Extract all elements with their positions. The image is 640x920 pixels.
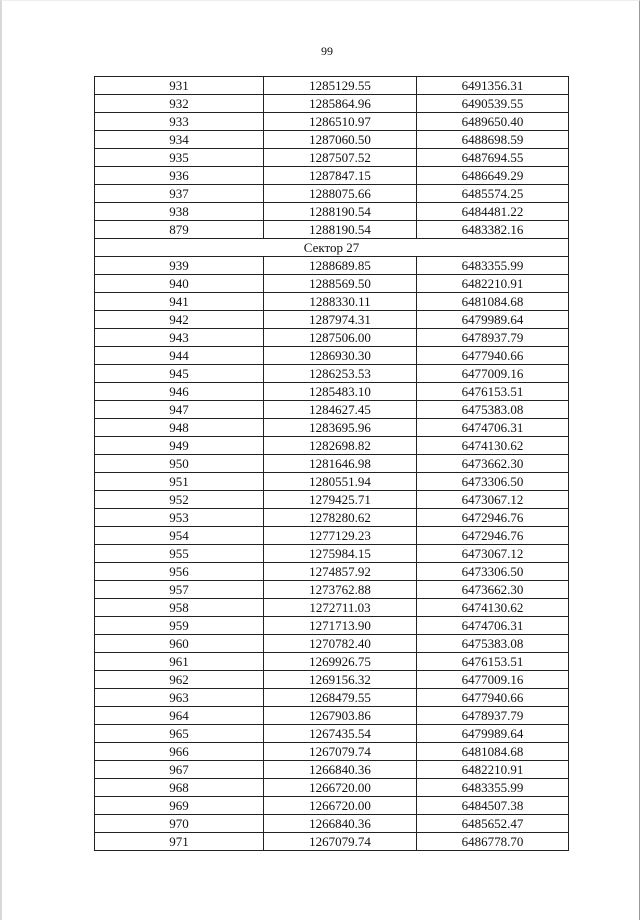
y-coordinate-cell: 6489650.40 [417,113,569,131]
y-coordinate-cell: 6481084.68 [417,293,569,311]
point-number-cell: 953 [95,509,264,527]
point-number-cell: 962 [95,671,264,689]
table-row [95,527,569,545]
y-coordinate-cell: 6479989.64 [417,725,569,743]
table-row [95,761,569,779]
x-coordinate-cell: 1278280.62 [264,509,417,527]
point-number-cell: 939 [95,257,264,275]
x-coordinate-cell: 1283695.96 [264,419,417,437]
y-coordinate-cell: 6477940.66 [417,347,569,365]
y-coordinate-cell: 6474706.31 [417,617,569,635]
point-number-cell: 946 [95,383,264,401]
point-number-cell: 943 [95,329,264,347]
x-coordinate-cell: 1286510.97 [264,113,417,131]
x-coordinate-cell: 1288190.54 [264,221,417,239]
x-coordinate-cell: 1266840.36 [264,761,417,779]
x-coordinate-cell: 1288190.54 [264,203,417,221]
y-coordinate-cell: 6487694.55 [417,149,569,167]
y-coordinate-cell: 6479989.64 [417,311,569,329]
point-number-cell: 968 [95,779,264,797]
y-coordinate-cell: 6482210.91 [417,275,569,293]
x-coordinate-cell: 1284627.45 [264,401,417,419]
y-coordinate-cell: 6474130.62 [417,599,569,617]
y-coordinate-cell: 6473306.50 [417,473,569,491]
point-number-cell: 969 [95,797,264,815]
point-number-cell: 952 [95,491,264,509]
point-number-cell: 879 [95,221,264,239]
y-coordinate-cell: 6475383.08 [417,401,569,419]
y-coordinate-cell: 6477940.66 [417,689,569,707]
x-coordinate-cell: 1287974.31 [264,311,417,329]
x-coordinate-cell: 1279425.71 [264,491,417,509]
x-coordinate-cell: 1282698.82 [264,437,417,455]
table-row [95,725,569,743]
x-coordinate-cell: 1266720.00 [264,797,417,815]
table-row [95,455,569,473]
y-coordinate-cell: 6486778.70 [417,833,569,851]
x-coordinate-cell: 1288330.11 [264,293,417,311]
x-coordinate-cell: 1285129.55 [264,77,417,95]
y-coordinate-cell: 6473662.30 [417,455,569,473]
point-number-cell: 957 [95,581,264,599]
point-number-cell: 963 [95,689,264,707]
x-coordinate-cell: 1267903.86 [264,707,417,725]
point-number-cell: 937 [95,185,264,203]
x-coordinate-cell: 1267435.54 [264,725,417,743]
x-coordinate-cell: 1273762.88 [264,581,417,599]
point-number-cell: 949 [95,437,264,455]
x-coordinate-cell: 1266840.36 [264,815,417,833]
table-row [95,689,569,707]
table-row [95,617,569,635]
table-row [95,149,569,167]
y-coordinate-cell: 6473067.12 [417,491,569,509]
y-coordinate-cell: 6482210.91 [417,761,569,779]
y-coordinate-cell: 6477009.16 [417,671,569,689]
table-row [95,293,569,311]
y-coordinate-cell: 6488698.59 [417,131,569,149]
y-coordinate-cell: 6484481.22 [417,203,569,221]
x-coordinate-cell: 1269926.75 [264,653,417,671]
point-number-cell: 947 [95,401,264,419]
point-number-cell: 938 [95,203,264,221]
x-coordinate-cell: 1286253.53 [264,365,417,383]
table-row [95,437,569,455]
y-coordinate-cell: 6483355.99 [417,779,569,797]
point-number-cell: 940 [95,275,264,293]
x-coordinate-cell: 1270782.40 [264,635,417,653]
point-number-cell: 961 [95,653,264,671]
table-row [95,275,569,293]
table-row [95,185,569,203]
y-coordinate-cell: 6486649.29 [417,167,569,185]
table-row [95,257,569,275]
point-number-cell: 971 [95,833,264,851]
x-coordinate-cell: 1287060.50 [264,131,417,149]
x-coordinate-cell: 1275984.15 [264,545,417,563]
table-row [95,383,569,401]
table-row [95,599,569,617]
x-coordinate-cell: 1281646.98 [264,455,417,473]
x-coordinate-cell: 1277129.23 [264,527,417,545]
point-number-cell: 970 [95,815,264,833]
point-number-cell: 960 [95,635,264,653]
point-number-cell: 936 [95,167,264,185]
x-coordinate-cell: 1288569.50 [264,275,417,293]
point-number-cell: 955 [95,545,264,563]
table-row [95,491,569,509]
x-coordinate-cell: 1287506.00 [264,329,417,347]
x-coordinate-cell: 1285864.96 [264,95,417,113]
y-coordinate-cell: 6477009.16 [417,365,569,383]
x-coordinate-cell: 1288075.66 [264,185,417,203]
table-row [95,563,569,581]
y-coordinate-cell: 6476153.51 [417,383,569,401]
point-number-cell: 956 [95,563,264,581]
y-coordinate-cell: 6485574.25 [417,185,569,203]
table-row [95,473,569,491]
x-coordinate-cell: 1288689.85 [264,257,417,275]
point-number-cell: 934 [95,131,264,149]
x-coordinate-cell: 1269156.32 [264,671,417,689]
point-number-cell: 933 [95,113,264,131]
table-row [95,743,569,761]
sector-header-row [95,239,569,257]
x-coordinate-cell: 1285483.10 [264,383,417,401]
point-number-cell: 959 [95,617,264,635]
y-coordinate-cell: 6478937.79 [417,707,569,725]
table-row [95,131,569,149]
table-row [95,833,569,851]
point-number-cell: 948 [95,419,264,437]
table-row [95,347,569,365]
x-coordinate-cell: 1267079.74 [264,743,417,761]
table-row [95,77,569,95]
y-coordinate-cell: 6474706.31 [417,419,569,437]
point-number-cell: 966 [95,743,264,761]
x-coordinate-cell: 1272711.03 [264,599,417,617]
point-number-cell: 942 [95,311,264,329]
point-number-cell: 945 [95,365,264,383]
point-number-cell: 935 [95,149,264,167]
table-row [95,167,569,185]
point-number-cell: 941 [95,293,264,311]
coordinates-table-body [95,77,569,851]
x-coordinate-cell: 1267079.74 [264,833,417,851]
y-coordinate-cell: 6475383.08 [417,635,569,653]
y-coordinate-cell: 6491356.31 [417,77,569,95]
y-coordinate-cell: 6473662.30 [417,581,569,599]
table-row [95,545,569,563]
y-coordinate-cell: 6490539.55 [417,95,569,113]
table-row [95,653,569,671]
point-number-cell: 944 [95,347,264,365]
x-coordinate-cell: 1280551.94 [264,473,417,491]
y-coordinate-cell: 6476153.51 [417,653,569,671]
table-row [95,509,569,527]
point-number-cell: 967 [95,761,264,779]
table-row [95,95,569,113]
y-coordinate-cell: 6473067.12 [417,545,569,563]
table-row [95,329,569,347]
table-row [95,707,569,725]
table-row [95,635,569,653]
y-coordinate-cell: 6481084.68 [417,743,569,761]
y-coordinate-cell: 6473306.50 [417,563,569,581]
table-row [95,419,569,437]
x-coordinate-cell: 1286930.30 [264,347,417,365]
table-row [95,221,569,239]
point-number-cell: 965 [95,725,264,743]
y-coordinate-cell: 6484507.38 [417,797,569,815]
y-coordinate-cell: 6478937.79 [417,329,569,347]
point-number-cell: 931 [95,77,264,95]
table-row [95,797,569,815]
point-number-cell: 958 [95,599,264,617]
page-number: 99 [321,44,333,58]
point-number-cell: 951 [95,473,264,491]
point-number-cell: 964 [95,707,264,725]
y-coordinate-cell: 6474130.62 [417,437,569,455]
x-coordinate-cell: 1271713.90 [264,617,417,635]
y-coordinate-cell: 6472946.76 [417,527,569,545]
sector-title: Сектор 27 [95,239,569,257]
point-number-cell: 932 [95,95,264,113]
x-coordinate-cell: 1287507.52 [264,149,417,167]
point-number-cell: 950 [95,455,264,473]
x-coordinate-cell: 1268479.55 [264,689,417,707]
y-coordinate-cell: 6483382.16 [417,221,569,239]
table-row [95,815,569,833]
table-row [95,365,569,383]
x-coordinate-cell: 1266720.00 [264,779,417,797]
table-row [95,581,569,599]
coordinates-table [94,76,569,851]
table-row [95,671,569,689]
y-coordinate-cell: 6485652.47 [417,815,569,833]
y-coordinate-cell: 6483355.99 [417,257,569,275]
table-row [95,779,569,797]
x-coordinate-cell: 1287847.15 [264,167,417,185]
table-row [95,401,569,419]
table-row [95,311,569,329]
y-coordinate-cell: 6472946.76 [417,509,569,527]
x-coordinate-cell: 1274857.92 [264,563,417,581]
table-row [95,203,569,221]
table-row [95,113,569,131]
point-number-cell: 954 [95,527,264,545]
